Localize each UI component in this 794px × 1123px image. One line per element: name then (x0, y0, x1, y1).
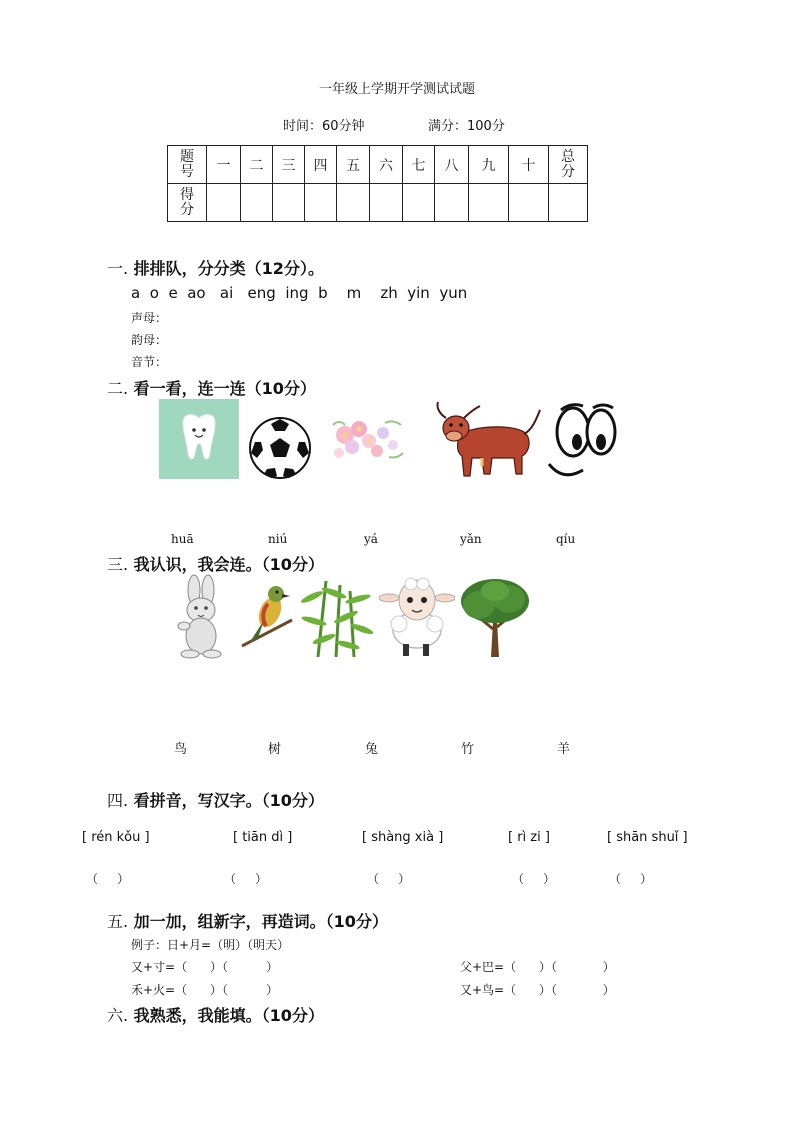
section-1-title: 排排队，分分类（12分）。 (133, 259, 324, 278)
bird-icon (240, 580, 294, 648)
section-5-number: 五. (107, 912, 129, 931)
sheep-icon (379, 574, 455, 658)
score-cell[interactable] (273, 184, 305, 222)
score-cell[interactable] (549, 184, 588, 222)
pinyin-1: huā (171, 532, 194, 546)
tooth-icon (159, 399, 239, 479)
col-2: 二 (241, 146, 273, 184)
pinyin-3: yá (364, 532, 378, 546)
section-4-heading (107, 788, 324, 811)
col-5: 五 (337, 146, 370, 184)
answer-blank-4[interactable]: （ ） (512, 872, 556, 886)
pinyin-items: a o e ao ai eng ing b m zh yin yun (131, 284, 468, 302)
char-3: 兔 (365, 742, 379, 757)
exam-time: 时间：60分钟 (283, 119, 365, 134)
pinyin-box-4: [ rì zi ] (508, 830, 550, 845)
char-4: 竹 (461, 742, 475, 757)
section-3-number: 三. (107, 555, 129, 574)
pinyin-5: qíu (556, 532, 576, 546)
score-cell[interactable] (370, 184, 403, 222)
score-cell[interactable] (509, 184, 549, 222)
section-1-heading (107, 256, 324, 279)
col-8: 八 (435, 146, 469, 184)
section-1-number: 一. (107, 259, 129, 278)
full-score: 满分：100分 (428, 119, 505, 134)
section-6-number: 六. (107, 1006, 129, 1025)
section-5-heading (107, 909, 388, 932)
col-1: 一 (207, 146, 241, 184)
score-cell[interactable] (403, 184, 435, 222)
total-label: 总 分 (549, 146, 588, 184)
score-label: 得 分 (168, 184, 207, 222)
finals-label: 韵母： (131, 333, 168, 347)
answer-blank-5[interactable]: （ ） (609, 872, 653, 886)
pinyin-4: yǎn (460, 532, 482, 546)
section-6-title: 我熟悉，我能填。（10分） (133, 1006, 324, 1025)
section-5-title: 加一加，组新字，再造词。（10分） (133, 912, 388, 931)
col-3: 三 (273, 146, 305, 184)
section-3-heading (107, 552, 324, 575)
section-3-title: 我认识，我会连。（10分） (133, 555, 324, 574)
question-number-label: 题 号 (168, 146, 207, 184)
section-4-title: 看拼音，写汉字。（10分） (133, 791, 324, 810)
answer-blank-2[interactable]: （ ） (224, 872, 268, 886)
bull-icon (432, 400, 544, 482)
face-eyes-icon (545, 402, 625, 484)
score-table-header-row (168, 146, 588, 184)
section-2-title: 看一看，连一连（10分） (133, 379, 316, 398)
col-4: 四 (305, 146, 337, 184)
tree-icon (457, 577, 531, 657)
bamboo-icon (298, 577, 376, 657)
question-5-3[interactable]: 禾+火=（ ）（ ） (131, 983, 279, 997)
initials-label: 声母： (131, 311, 168, 325)
col-6: 六 (370, 146, 403, 184)
question-5-2[interactable]: 父+巴=（ ）（ ） (460, 960, 615, 974)
score-cell[interactable] (207, 184, 241, 222)
example-line: 例子：日+月=（明）（明天） (131, 938, 290, 952)
pinyin-box-1: [ rén kǒu ] (82, 830, 150, 845)
score-cell[interactable] (435, 184, 469, 222)
score-cell[interactable] (469, 184, 509, 222)
answer-blank-3[interactable]: （ ） (367, 872, 411, 886)
char-5: 羊 (557, 742, 571, 757)
pinyin-box-5: [ shān shuǐ ] (607, 830, 688, 845)
score-table-score-row (168, 184, 588, 222)
col-10: 十 (509, 146, 549, 184)
pinyin-box-2: [ tiān dì ] (233, 830, 293, 845)
flowers-icon (325, 405, 413, 471)
syllables-label: 音节： (131, 355, 168, 369)
char-2: 树 (268, 742, 282, 757)
soccer-ball-icon (247, 416, 313, 480)
rabbit-icon (170, 574, 232, 660)
score-cell[interactable] (241, 184, 273, 222)
score-cell[interactable] (305, 184, 337, 222)
section-4-number: 四. (107, 791, 129, 810)
page-title: 一年级上学期开学测试试题 (318, 82, 475, 97)
score-cell[interactable] (337, 184, 370, 222)
col-7: 七 (403, 146, 435, 184)
section-6-heading (107, 1003, 324, 1026)
section-2-number: 二. (107, 379, 129, 398)
question-5-1[interactable]: 又+寸=（ ）（ ） (131, 960, 279, 974)
score-table (167, 145, 588, 222)
col-9: 九 (469, 146, 509, 184)
pinyin-2: niú (268, 532, 288, 546)
pinyin-box-3: [ shàng xià ] (362, 830, 444, 845)
question-5-4[interactable]: 又+鸟=（ ）（ ） (460, 983, 615, 997)
answer-blank-1[interactable]: （ ） (86, 872, 130, 886)
char-1: 鸟 (174, 742, 188, 757)
section-2-heading (107, 376, 316, 399)
